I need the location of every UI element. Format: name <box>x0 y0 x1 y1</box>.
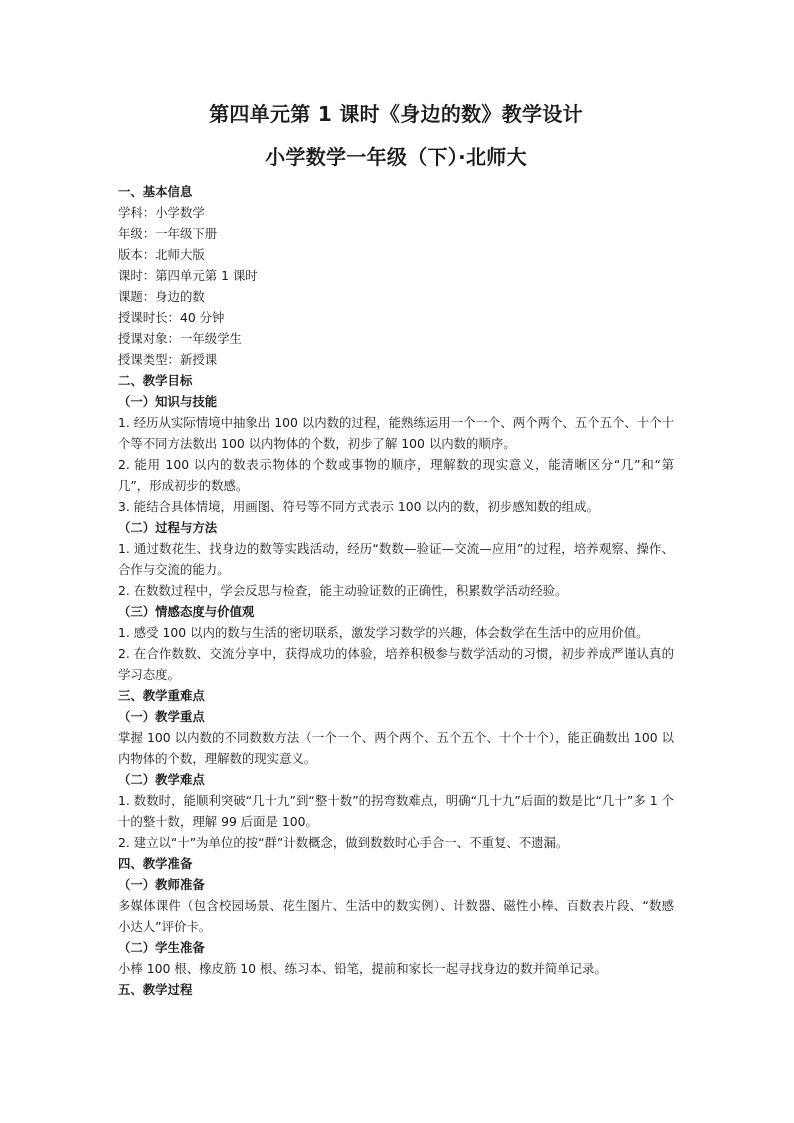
section-heading-basic-info: 一、基本信息 <box>118 184 193 199</box>
objective-attitude-2: 2. 在合作数数、交流分享中，获得成功的体验，培养积极参与数学活动的习惯，初步养成严谨认真的学习态度。 <box>118 646 674 682</box>
objective-attitude-1: 1. 感受 100 以内的数与生活的密切联系，激发学习数学的兴趣，体会数学在生活中的应用价值。 <box>118 625 649 640</box>
student-prep-text: 小棒 100 根、橡皮筋 10 根、练习本、铅笔，提前和家长一起寻找身边的数并简单记录。 <box>118 961 607 976</box>
info-edition: 版本：北师大版 <box>118 247 205 262</box>
objective-knowledge-2: 2. 能用 100 以内的数表示物体的个数或事物的顺序，理解数的现实意义，能清晰区分“几”和“第几”，形成初步的数感。 <box>118 457 674 493</box>
difficulty-2: 2. 建立以“十”为单位的按“群”计数概念，做到数数时心手合一、不重复、不遗漏。 <box>118 835 569 850</box>
objective-knowledge-3: 3. 能结合具体情境，用画图、符号等不同方式表示 100 以内的数，初步感知数的组成。 <box>118 499 599 514</box>
info-period: 课时：第四单元第 1 课时 <box>118 268 258 283</box>
info-type: 授课类型：新授课 <box>118 352 218 367</box>
section-heading-process: 五、教学过程 <box>118 982 193 997</box>
subheading-difficulties: （二）教学难点 <box>118 772 205 787</box>
subheading-teacher-prep: （一）教师准备 <box>118 877 205 892</box>
section-heading-key-points: 三、教学重难点 <box>118 688 205 703</box>
objective-knowledge-1: 1. 经历从实际情境中抽象出 100 以内数的过程，能熟练运用一个一个、两个两个、五个五个、十个十个等不同方法数出 100 以内物体的个数，初步了解 100 以内数的顺序。 <box>118 415 674 451</box>
subheading-attitudes-values: （三）情感态度与价值观 <box>118 604 255 619</box>
key-focus-text: 掌握 100 以内数的不同数数方法（一个一个、两个两个、五个五个、十个十个），能正确数出 100 以内物体的个数，理解数的现实意义。 <box>118 730 674 766</box>
objective-process-1: 1. 通过数花生、找身边的数等实践活动，经历“数数—验证—交流—应用”的过程，培养观察、操作、合作与交流的能力。 <box>118 541 674 577</box>
info-duration: 授课时长：40 分钟 <box>118 310 225 325</box>
info-topic: 课题：身边的数 <box>118 289 205 304</box>
section-heading-preparation: 四、教学准备 <box>118 856 193 871</box>
teacher-prep-text: 多媒体课件（包含校园场景、花生图片、生活中的数实例）、计数器、磁性小棒、百数表片段、“数感小达人”评价卡。 <box>118 898 674 934</box>
subheading-knowledge-skills: （一）知识与技能 <box>118 394 218 409</box>
info-subject: 学科：小学数学 <box>118 205 205 220</box>
document-title: 第四单元第 1 课时《身边的数》教学设计 <box>209 102 583 126</box>
info-grade: 年级：一年级下册 <box>118 226 218 241</box>
subheading-student-prep: （二）学生准备 <box>118 940 205 955</box>
subheading-process-methods: （二）过程与方法 <box>118 520 218 535</box>
document-body <box>118 181 674 1000</box>
info-audience: 授课对象：一年级学生 <box>118 331 242 346</box>
subheading-key-focus: （一）教学重点 <box>118 709 205 724</box>
objective-process-2: 2. 在数数过程中，学会反思与检查，能主动验证数的正确性，积累数学活动经验。 <box>118 583 568 598</box>
difficulty-1: 1. 数数时，能顺利突破“几十九”到“整十数”的拐弯数难点，明确“几十九”后面的数是比“几十”多 1 个十的整十数，理解 99 后面是 100。 <box>118 793 674 829</box>
document-subtitle: 小学数学一年级（下）·北师大 <box>265 145 527 169</box>
section-heading-objectives: 二、教学目标 <box>118 373 193 388</box>
